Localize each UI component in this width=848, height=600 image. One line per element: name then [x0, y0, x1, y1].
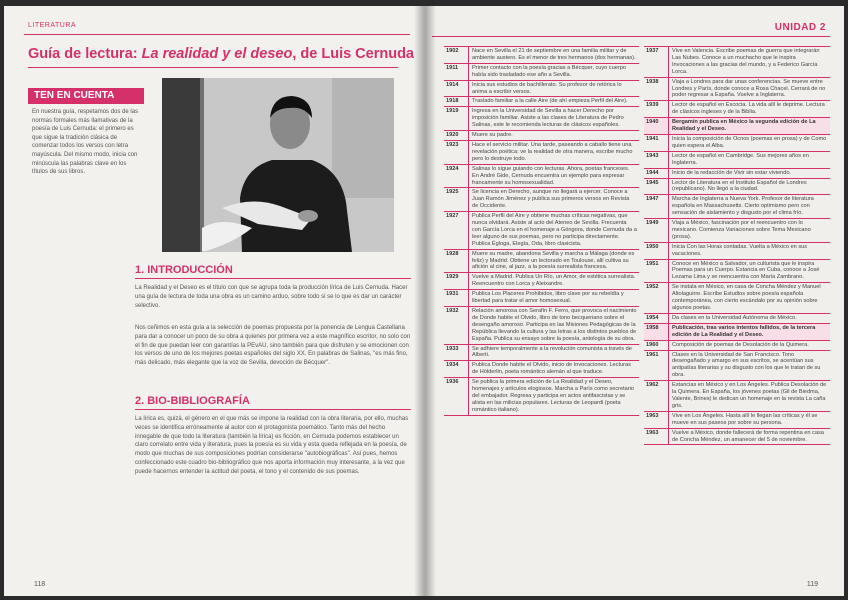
timeline-row: [644, 260, 830, 284]
timeline-event: Lector de Literatura en el Instituto Español de Londres (republicano). No llegó a la ciudad.: [672, 179, 807, 193]
timeline-right-column: [644, 46, 830, 445]
timeline-event: Primer contacto con la poesía gracias a Bécquer, cuyo cuerpo había sido trasladado ese año a Sevilla.: [472, 64, 626, 78]
timeline-year: 1932: [444, 307, 469, 344]
title-prefix: Guía de lectura:: [28, 46, 142, 62]
timeline-event: Lector de español en Cambridge. Sus mejores años en Inglaterra.: [672, 152, 809, 166]
timeline-year: 1963: [644, 412, 669, 428]
author-photo-illustration: [162, 78, 394, 252]
introduction-rule: [135, 278, 411, 279]
timeline-event: Viaja a Londres para dar unas conferencias. Se mueve entre Londres y París, donde conoce a Rosa Chacel. Cerrará de no poder regresar a España. Vuelve a Inglaterra.: [672, 78, 826, 99]
timeline-row: [444, 131, 639, 141]
timeline-year: 1951: [644, 260, 669, 283]
timeline-year: 1949: [644, 219, 669, 242]
timeline-year: 1919: [444, 107, 469, 130]
title-work: La realidad y el deseo: [141, 46, 293, 62]
timeline-row: [444, 188, 639, 212]
timeline-row: [444, 141, 639, 165]
timeline-year: 1943: [644, 152, 669, 168]
title-suffix: , de Luis Cernuda: [292, 46, 415, 62]
timeline-year: 1937: [644, 47, 669, 77]
timeline-event: Da clases en la Universidad Autónoma de México.: [672, 314, 797, 321]
timeline-event: Se licencia en Derecho, aunque no llegará a ejercer. Conoce a Juan Ramón Jiménez y publica sus primeros versos en Revista de Occidente.: [472, 189, 630, 210]
left-page: [4, 6, 424, 596]
timeline-row: [644, 195, 830, 219]
timeline-year: 1931: [444, 290, 469, 306]
timeline-event: Hace el servicio militar. Una tarde, paseando a caballo tiene una revelación poética: ve la realidad de otra manera, escribe mucho pero lo destruye todo.: [472, 141, 633, 162]
timeline-row: [644, 351, 830, 382]
timeline-year: 1924: [444, 165, 469, 188]
timeline-row: [644, 169, 830, 179]
timeline-row: [644, 324, 830, 341]
timeline-event: Publicación, tras varios intentos fallidos, de la tercera edición de La Realidad y el Deseo.: [672, 324, 816, 338]
timeline-row: [444, 378, 639, 416]
timeline-row: [444, 107, 639, 131]
timeline-event: Conoce en México a Salvador, un culturista que le inspira Poemas para un Cuerpo. Estancia en Cuba, conoce a José Lezama Lima y se reencuentra con María Zambrano.: [672, 260, 820, 281]
note-body: En nuestra guía, respetamos dos de las normas formales más llamativas de la poesía de Luis Cernuda: el primero es que sigue la tradición clásica de comenzar todos los versos con letra mayúscula. Del mismo modo, inicia con minúscula las palabras clave en los títulos de sus libros.: [32, 109, 139, 176]
timeline-event: Ingresa en la Universidad de Sevilla a hacer Derecho por imposición familiar. Asiste a las clases de Literatura de Pedro Salinas, este le recomienda lecturas de clásicos españoles.: [472, 108, 624, 129]
author-photo: [162, 78, 394, 252]
bio-bibliography-rule: [135, 409, 411, 410]
timeline-year: 1954: [644, 314, 669, 323]
timeline-row: [444, 97, 639, 107]
timeline-event: Se instala en México, en casa de Concha Méndez y Manuel Altolaguirre. Escribe Estudios sobre poesía española contemporánea, con cierto escándalo por su opinión sobre algunos poetas.: [672, 284, 821, 311]
introduction-heading: 1. INTRODUCCIÓN: [135, 264, 233, 276]
timeline-row: [644, 118, 830, 135]
timeline-year: 1911: [444, 64, 469, 80]
timeline-year: 1936: [444, 378, 469, 415]
timeline-row: [444, 345, 639, 362]
right-page: [424, 6, 844, 596]
page-number-left: 118: [34, 581, 46, 588]
timeline-event: Inicia la composición de Ocnos (poemas en prosa) y de Como quien espera el Alba.: [672, 135, 827, 149]
timeline-year: 1960: [644, 341, 669, 350]
timeline-event: Se adhiere temporalmente a la revolución comunista a través de Alberti.: [472, 345, 632, 359]
timeline-event: Composición de poemas de Desolación de la Quimera.: [672, 341, 809, 348]
timeline-row: [644, 429, 830, 446]
timeline-row: [444, 250, 639, 274]
timeline-year: 1962: [644, 381, 669, 411]
timeline-year: 1947: [644, 195, 669, 218]
timeline-event: Clases en la Universidad de San Francisco. Tono desengañado y amargo en sus escritos, se acentúan sus antipatías literarias y su disgusto con los que le tratan de su obra.: [672, 351, 821, 379]
timeline-row: [644, 78, 830, 102]
timeline-event: Inicio de la redacción de Vivir sin estar viviendo.: [672, 169, 791, 176]
bio-bibliography-heading: 2. BIO-BIBLIOGRAFÍA: [135, 395, 250, 407]
title-rule: [28, 67, 398, 68]
timeline-year: 1923: [444, 141, 469, 164]
timeline-year: 1920: [444, 131, 469, 140]
timeline-row: [444, 273, 639, 290]
timeline-row: [444, 361, 639, 378]
timeline-row: [644, 314, 830, 324]
timeline-row: [644, 152, 830, 169]
timeline-left-column: [444, 46, 639, 416]
timeline-event: Vive en Valencia. Escribe poemas de guerra que integrarán Las Nubes. Conoce a un muchacho que le inspira Invocaciones a las gracias del mundo, y a Federico García Lorca.: [672, 48, 820, 75]
timeline-row: [644, 283, 830, 314]
timeline-year: 1952: [644, 283, 669, 313]
timeline-event: Vuelve a México, donde fallecerá de forma repentina en casa de Concha Méndez, un amanecer del 5 de noviembre.: [672, 429, 824, 443]
timeline-event: Vuelve a Madrid. Publica Un Río, un Amor, de estética surrealista. Reencuentro con Lorca y Aleixandre.: [472, 274, 636, 288]
timeline-event: Publica Los Placeres Prohibidos, libro clave por su rebeldía y libertad para tratar el amor homosexual.: [472, 291, 624, 305]
timeline-year: 1958: [644, 324, 669, 340]
timeline-event: Estancias en México y en Los Ángeles. Publica Desolación de la Quimera. En España, los jóvenes poetas (Gil de Biedma, Valente, Brines) le dedican un homenaje en la revista La caña gris.: [672, 382, 827, 409]
timeline-row: [644, 101, 830, 118]
timeline-year: 1902: [444, 47, 469, 63]
timeline-event: Viaja a México, fascinación por el reencuentro con lo mexicano. Comienza Variaciones sobre Tema Mexicano (prosa).: [672, 220, 811, 240]
timeline-row: [644, 135, 830, 152]
timeline-year: 1945: [644, 179, 669, 195]
timeline-event: Inicia Con las Horas contadas. Vuelta a México en sus vacaciones.: [672, 243, 808, 257]
timeline-row: [644, 341, 830, 351]
timeline-row: [644, 243, 830, 260]
timeline-year: 1914: [444, 81, 469, 97]
note-heading: TEN EN CUENTA: [28, 88, 144, 104]
timeline-event: Marcha de Inglaterra a Nueva York. Profesor de literatura española en Massachusetts. Cierto optimismo pero con sensación de aislamiento y disgusto por el clima frío.: [672, 196, 814, 217]
timeline-year: 1950: [644, 243, 669, 259]
timeline-year: 1940: [644, 118, 669, 134]
timeline-year: 1941: [644, 135, 669, 151]
timeline-event: Publica Donde habite el Olvido, inicio de Invocaciones. Lecturas de Hölderlin, poeta romántico alemán al que traduce.: [472, 362, 631, 376]
top-rule: [24, 34, 410, 35]
timeline-event: Se publica la primera edición de La Realidad y el Deseo, homenajes y artículos elogiosos. Marcha a París como secretario del embajador. Regresa y participa en actos antifascistas y se alista en las milicias populares. Lecturas de Leopardi (poeta romántico italiano).: [472, 379, 634, 413]
timeline-year: 1934: [444, 361, 469, 377]
timeline-event: Traslado familiar a la calle Aire (de ahí empieza Perfil del Aire).: [472, 98, 628, 105]
timeline-row: [444, 212, 639, 250]
timeline-year: 1961: [644, 351, 669, 381]
timeline-year: 1925: [444, 188, 469, 211]
timeline-year: 1933: [444, 345, 469, 361]
introduction-paragraph-1: La Realidad y el Deseo es el título con que se agrupa toda la producción lírica de Luis Cernuda. Hacer una guía de lectura de toda una obra es un camino arduo, sobre todo si se lo que es dar un carácter selectivo.: [135, 285, 408, 309]
section-tag: LITERATURA: [28, 22, 77, 29]
unit-heading: UNIDAD 2: [774, 22, 826, 33]
timeline-year: 1963: [644, 429, 669, 445]
unit-rule: [432, 36, 830, 37]
timeline-row: [444, 64, 639, 81]
timeline-event: Relación amorosa con Serafín F. Ferro, que provoca el nacimiento de Donde habite el Olvido, libro de tono becqueriano sobre el desengaño amoroso. Participa en las Misiones Pedagógicas de la República llevando la cultura y las letras a los distintos pueblos de España. Publica su ensayo sobre la poesía, antología de su obra.: [472, 308, 637, 342]
timeline-row: [644, 412, 830, 429]
introduction-paragraph-2: Nos ceñimos en esta guía a la selección de poemas propuesta por la ponencia de Lengua Castellana para dar a conocer un poco de su obra a quienes por primera vez a este magnífico escritor, no solo con el fin de que puedan leer con garantías la PEvAU, sino también para que disfruten y se emocionen con los versos de uno de los mejores poetas españoles del siglo XX. En palabras de Salinas, "es más fino, más delicado, más elegante que la voz de Sevilla, devoción de Bécquer".: [135, 325, 411, 367]
timeline-row: [444, 81, 639, 98]
timeline-year: 1918: [444, 97, 469, 106]
timeline-event: Bergamín publica en México la segunda edición de La Realidad y el Deseo.: [672, 119, 816, 133]
timeline-event: Nace en Sevilla el 21 de septiembre en una familia militar y de ambiente austero. Es el menor de tres hermanos (dos hermanas).: [472, 48, 636, 61]
timeline-row: [444, 290, 639, 307]
timeline-row: [644, 381, 830, 412]
page-number-right: 119: [806, 581, 818, 588]
timeline-event: Inicia sus estudios de bachillerato. Su profesor de retórica lo anima a escribir versos.: [472, 81, 622, 95]
timeline-year: 1938: [644, 78, 669, 101]
timeline-event: Publica Perfil del Aire y obtiene muchas críticas negativas, que nunca olvidará. Asiste al acto del Ateneo de Sevilla. Frecuenta con García Lorca en el homenaje a Góngora, donde Cernuda da a leer alguno de sus poemas, pero no participa directamente. Publica Égloga, Elegía, Oda, libro clasicista.: [472, 213, 637, 247]
timeline-event: Lector de español en Escocia. La vida allí le deprime. Lectura de clásicos ingleses y de la Biblia.: [672, 102, 825, 116]
page-title: [28, 46, 413, 62]
timeline-row: [644, 179, 830, 196]
timeline-row: [444, 165, 639, 189]
timeline-event: Muere su padre.: [472, 132, 513, 139]
timeline-year: 1939: [644, 101, 669, 117]
timeline-event: Muere su madre, abandona Sevilla y marcha a Málaga (donde es feliz) y Madrid. Obtiene un lectorado en Toulouse, allí cultiva su afición al cine, al jazz, a la poesía surrealista francesa.: [472, 250, 635, 271]
timeline-event: Vive en Los Ángeles. Hasta allí le llegan las críticas y él se mueve en sus paseos por sobre su persona.: [672, 412, 818, 426]
timeline-year: 1928: [444, 250, 469, 273]
timeline-row: [644, 219, 830, 243]
timeline-row: [444, 307, 639, 345]
timeline-year: 1927: [444, 212, 469, 249]
timeline-year: 1929: [444, 273, 469, 289]
timeline-year: 1944: [644, 169, 669, 178]
timeline-event: Salinas lo sigue guiando con lecturas. Ahora, poetas franceses. En André Gide, Cernuda encuentra un ejemplo para expresar francamente su homosexualidad.: [472, 165, 630, 186]
bio-bibliography-paragraph: La lírica es, quizá, el género en el que más se impone la realidad con la obra literaria, por ello, muchas veces se identifica erróneamente al autor con el protagonista poemático. Tanto más del hecho innegable de que todo la literatura (también la lírica) es ficción, en Cernuda podemos establecer un claro correlato entre vida y literatura, pues la poesía es su vida y esta queda reflejada en la poesía, de modo que muchas de sus composiciones podrían considerarse "autobiográficas". Así pues, hemos confeccionado este cuadro bio-bibliográfico que nos aporta información muy interesante, a la vez que puede hacernos entender la actitud del poeta, el tono y el contenido de sus poemas.: [135, 416, 409, 475]
timeline-row: [644, 47, 830, 78]
timeline-row: [444, 47, 639, 64]
